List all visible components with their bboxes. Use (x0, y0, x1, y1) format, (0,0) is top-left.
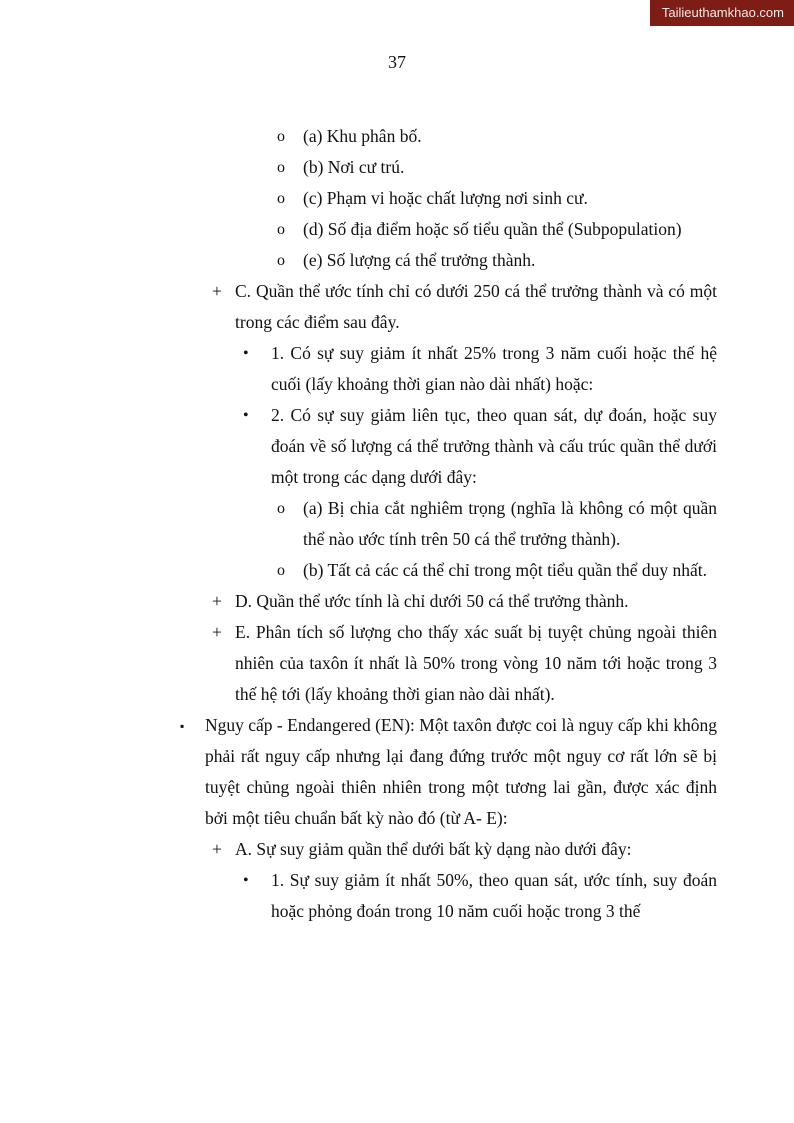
list-item-text: 1. Có sự suy giảm ít nhất 25% trong 3 năm cuối hoặc thế hệ cuối (lấy khoảng thời gian nào dài nhất) hoặc: (271, 343, 717, 394)
list-item-text: (e) Số lượng cá thể trưởng thành. (303, 250, 536, 270)
list-item (243, 338, 717, 400)
list-item (212, 834, 717, 865)
document-content (0, 121, 794, 927)
circle-bullet-marker: o (277, 159, 285, 176)
list-item (243, 400, 717, 493)
list-item-text: E. Phân tích số lượng cho thấy xác suất bị tuyệt chủng ngoài thiên nhiên của taxôn ít nhất là 50% trong vòng 10 năm tới hoặc trong 3 thế hệ tới (lấy khoảng thời gian nào dài nhất). (235, 622, 717, 704)
list-item (277, 121, 717, 152)
list-item (277, 214, 717, 245)
list-item (243, 865, 717, 927)
list-item (277, 245, 717, 276)
list-item-text: (a) Khu phân bố. (303, 126, 422, 146)
plus-bullet-marker: + (212, 622, 222, 642)
plus-bullet-marker: + (212, 281, 222, 301)
circle-bullet-marker: o (277, 190, 285, 207)
list-item-text: (d) Số địa điểm hoặc số tiểu quần thể (Subpopulation) (303, 219, 682, 239)
circle-bullet-marker: o (277, 128, 285, 145)
square-bullet-marker: ▪ (180, 719, 185, 733)
plus-bullet-marker: + (212, 839, 222, 859)
list-item (277, 183, 717, 214)
circle-bullet-marker: o (277, 500, 285, 517)
list-item-text: (c) Phạm vi hoặc chất lượng nơi sinh cư. (303, 188, 588, 208)
bullet-bullet-marker: • (243, 407, 249, 424)
list-item-text: 2. Có sự suy giảm liên tục, theo quan sát, dự đoán, hoặc suy đoán về số lượng cá thể trưởng thành và cấu trúc quần thể dưới một trong các dạng dưới đây: (271, 405, 717, 487)
circle-bullet-marker: o (277, 562, 285, 579)
bullet-bullet-marker: • (243, 872, 249, 889)
list-item-text: (a) Bị chia cắt nghiêm trọng (nghĩa là không có một quần thể nào ước tính trên 50 cá thể trưởng thành). (303, 498, 717, 549)
page-number: 37 (388, 52, 406, 72)
list-item (212, 586, 717, 617)
list-item (180, 710, 717, 834)
list-item (277, 493, 717, 555)
list-item (277, 152, 717, 183)
circle-bullet-marker: o (277, 252, 285, 269)
bullet-bullet-marker: • (243, 345, 249, 362)
watermark-label: Tailieuthamkhao.com (650, 0, 794, 26)
list-item-text: (b) Nơi cư trú. (303, 157, 405, 177)
list-item (212, 276, 717, 338)
plus-bullet-marker: + (212, 591, 222, 611)
list-item-text: (b) Tất cả các cá thể chỉ trong một tiểu quần thể duy nhất. (303, 560, 707, 580)
list-item (212, 617, 717, 710)
list-item-text: C. Quần thể ước tính chỉ có dưới 250 cá thể trưởng thành và có một trong các điểm sau đây. (235, 281, 717, 332)
list-item-text: 1. Sự suy giảm ít nhất 50%, theo quan sát, ước tính, suy đoán hoặc phỏng đoán trong 10 năm cuối hoặc trong 3 thế (271, 870, 717, 921)
list-item-text: Nguy cấp - Endangered (EN): Một taxôn được coi là nguy cấp khi không phải rất nguy cấp nhưng lại đang đứng trước một nguy cơ rất lớn sẽ bị tuyệt chủng ngoài thiên nhiên trong một tương lai gần, được xác định bởi một tiêu chuẩn bất kỳ nào đó (từ A- E): (205, 715, 718, 828)
circle-bullet-marker: o (277, 221, 285, 238)
list-item-text: A. Sự suy giảm quần thể dưới bất kỳ dạng nào dưới đây: (235, 839, 632, 859)
list-item-text: D. Quần thể ước tính là chỉ dưới 50 cá thể trưởng thành. (235, 591, 629, 611)
list-item (277, 555, 717, 586)
